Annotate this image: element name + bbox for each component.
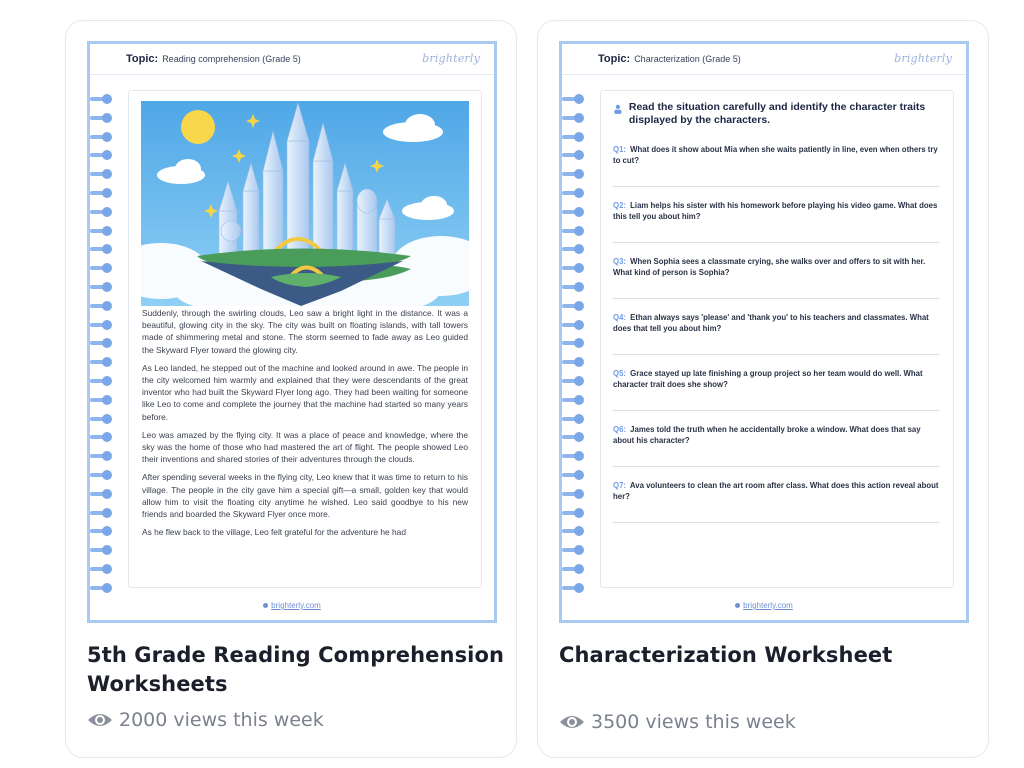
spiral-ring [90, 226, 116, 236]
worksheet-footer [562, 601, 966, 610]
globe-icon [735, 603, 740, 608]
spiral-ring [562, 113, 588, 123]
answer-line [613, 466, 939, 467]
spiral-ring [90, 150, 116, 160]
view-count [87, 709, 324, 731]
spiral-ring [562, 376, 588, 386]
spiral-ring [90, 432, 116, 442]
footer-link: brighterly.com [743, 601, 793, 610]
story-paragraph: As Leo landed, he stepped out of the machine and looked around in awe. The people in the city welcomed him warmly and explained that they were descendants of the great inventor who had built the Skyward Flyer long ago. They had been waiting for someone like Leo to come and complete the journey that the machine had started so many years before. [142, 362, 468, 422]
spiral-ring [562, 583, 588, 593]
spiral-ring [562, 526, 588, 536]
question-text: Grace stayed up late finishing a group project so her team would do well. What character trait does she show? [613, 369, 923, 389]
spiral-ring [562, 432, 588, 442]
question-text: Liam helps his sister with his homework before playing his video game. What does this tell you about him? [613, 201, 938, 221]
view-count [559, 711, 796, 733]
question-number: Q1: [613, 145, 626, 154]
brand-logo: brighterly [894, 52, 952, 65]
spiral-ring [562, 226, 588, 236]
question-number: Q6: [613, 425, 626, 434]
question-item [613, 257, 939, 313]
spiral-ring [90, 132, 116, 142]
spiral-ring [90, 338, 116, 348]
story-paragraph: As he flew back to the village, Leo felt grateful for the adventure he had [142, 527, 406, 538]
spiral-ring [90, 545, 116, 555]
worksheet-card-characterization[interactable] [537, 20, 989, 758]
card-title[interactable]: Characterization Worksheet [559, 643, 893, 667]
question-text: What does it show about Mia when she waits patiently in line, even when others try to cut? [613, 145, 938, 165]
spiral-ring [562, 207, 588, 217]
worksheet-footer [90, 601, 494, 610]
question-item [613, 369, 939, 425]
brand-logo: brighterly [422, 52, 480, 65]
spiral-ring [90, 263, 116, 273]
spiral-ring [90, 320, 116, 330]
worksheet-page [128, 90, 482, 588]
question-number: Q3: [613, 257, 626, 266]
topic-value: Reading comprehension (Grade 5) [162, 54, 301, 64]
eye-icon [559, 713, 585, 731]
eye-icon [87, 711, 113, 729]
spiral-ring [562, 150, 588, 160]
spiral-ring [562, 414, 588, 424]
spiral-ring [90, 282, 116, 292]
instruction [613, 101, 939, 127]
topic-label: Topic: [598, 53, 631, 65]
spiral-ring [90, 376, 116, 386]
question-item [613, 481, 939, 537]
story-paragraph: Suddenly, through the swirling clouds, Leo saw a bright light in the distance. It was a beautiful, glowing city in the sky. The city was built on floating islands, with tall towers made of shimmering metal and stone. The storm seemed to fade away as Leo guided the Skyward Flyer toward the glowing city. [142, 308, 468, 355]
view-count-text: 3500 views this week [591, 711, 796, 733]
floating-city-illustration [141, 101, 469, 306]
spiral-ring [90, 188, 116, 198]
question-item [613, 201, 939, 257]
spiral-ring [562, 263, 588, 273]
story-text [142, 307, 468, 544]
spiral-ring [90, 207, 116, 217]
worksheet-preview[interactable] [87, 41, 497, 623]
question-text: James told the truth when he accidentally broke a window. What does that say about his character? [613, 425, 921, 445]
instruction-text: Read the situation carefully and identify the character traits displayed by the characters. [628, 101, 926, 126]
spiral-ring [562, 188, 588, 198]
spiral-ring [562, 451, 588, 461]
question-number: Q2: [613, 201, 626, 210]
spiral-ring [90, 508, 116, 518]
spiral-ring [90, 451, 116, 461]
spiral-ring [562, 489, 588, 499]
spiral-ring [562, 395, 588, 405]
spiral-ring [90, 583, 116, 593]
worksheet-header [90, 44, 494, 75]
spiral-ring [562, 357, 588, 367]
spiral-ring [562, 338, 588, 348]
worksheet-header [562, 44, 966, 75]
spiral-ring [90, 244, 116, 254]
spiral-ring [562, 169, 588, 179]
spiral-ring [562, 545, 588, 555]
spiral-ring [562, 132, 588, 142]
answer-line [613, 354, 939, 355]
answer-line [613, 186, 939, 187]
question-item [613, 145, 939, 201]
question-number: Q5: [613, 369, 626, 378]
view-count-text: 2000 views this week [119, 709, 324, 731]
spiral-ring [90, 113, 116, 123]
answer-line [613, 298, 939, 299]
question-number: Q7: [613, 481, 626, 490]
question-number: Q4: [613, 313, 626, 322]
answer-line [613, 522, 939, 523]
card-title[interactable]: 5th Grade Reading Comprehension Worksheets [87, 643, 505, 696]
question-item [613, 313, 939, 369]
question-text: Ethan always says 'please' and 'thank you' to his teachers and classmates. What does that tell you about him? [613, 313, 929, 333]
story-paragraph: After spending several weeks in the flying city, Leo knew that it was time to return to his village. The people in the city gave him a special gift—a small, golden key that would allow him to visit the floating city anytime he wished. Leo said goodbye to his new friends and boarded the Skyward Flyer once more. [142, 472, 468, 520]
worksheet-page [600, 90, 954, 588]
spiral-ring [90, 489, 116, 499]
spiral-ring [90, 414, 116, 424]
spiral-ring [562, 508, 588, 518]
question-list [613, 145, 939, 537]
student-icon [613, 102, 623, 116]
spiral-ring [562, 94, 588, 104]
spiral-ring [562, 282, 588, 292]
spiral-ring [90, 526, 116, 536]
topic-label: Topic: [126, 53, 159, 65]
spiral-ring [90, 470, 116, 480]
question-text: When Sophia sees a classmate crying, she walks over and offers to sit with her. What kind of person is Sophia? [613, 257, 926, 277]
worksheet-card-reading[interactable] [65, 20, 517, 758]
spiral-ring [562, 320, 588, 330]
spiral-ring [90, 357, 116, 367]
spiral-ring [90, 169, 116, 179]
spiral-ring [90, 94, 116, 104]
worksheet-preview[interactable] [559, 41, 969, 623]
question-item [613, 425, 939, 481]
spiral-ring [90, 564, 116, 574]
spiral-ring [90, 395, 116, 405]
answer-line [613, 242, 939, 243]
spiral-ring [562, 301, 588, 311]
footer-link: brighterly.com [271, 601, 321, 610]
topic-value: Characterization (Grade 5) [634, 54, 741, 64]
spiral-ring [90, 301, 116, 311]
globe-icon [263, 603, 268, 608]
spiral-ring [562, 470, 588, 480]
answer-line [613, 410, 939, 411]
story-paragraph: Leo was amazed by the flying city. It was a place of peace and knowledge, where the sky was the home of those who had mastered the art of flight. The people showed Leo their inventions and shared stories of their adventures through the clouds. [142, 429, 468, 465]
spiral-ring [562, 244, 588, 254]
spiral-ring [562, 564, 588, 574]
question-text: Ava volunteers to clean the art room after class. What does this action reveal about her? [613, 481, 939, 501]
